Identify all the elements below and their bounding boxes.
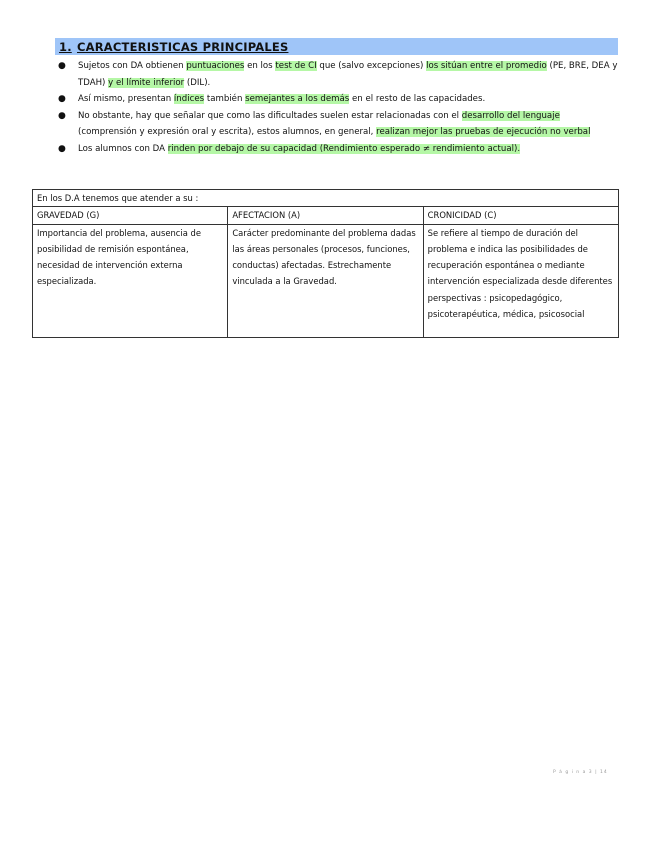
bullet-item	[56, 58, 618, 91]
highlighted-text: puntuaciones	[186, 61, 245, 71]
cell-cronicidad: Se refiere al tiempo de duración del problema e indica las posibilidades de recuperación espontánea o mediante intervención especializada desde diferentes perspectivas : psicopedagógico, psicoterapéutica, médica, psicosocial	[423, 224, 618, 337]
highlighted-text: rinden por debajo de su capacidad (Rendimiento esperado ≠ rendimiento actual).	[167, 143, 521, 154]
highlighted-text: realizan mejor las pruebas de ejecución no verbal	[376, 127, 591, 137]
highlighted-text: índices	[173, 94, 205, 104]
header-gravedad: GRAVEDAD (G)	[33, 207, 228, 224]
bullet-icon: ●	[58, 110, 66, 121]
highlighted-text: los sitúan entre el promedio	[426, 61, 547, 71]
cell-gravedad: Importancia del problema, ausencia de posibilidad de remisión espontánea, necesidad de intervención externa especializada.	[33, 224, 228, 337]
header-cronicidad: CRONICIDAD (C)	[423, 207, 618, 224]
bullet-text	[78, 111, 590, 138]
bullet-item	[56, 91, 618, 108]
bullet-text-segment: también	[204, 94, 246, 104]
bullet-item	[56, 108, 618, 141]
bullet-text	[78, 144, 520, 154]
bullet-text-segment: (PE, BRE, DEA y TDAH)	[78, 61, 618, 88]
bullet-text-segment: que (salvo excepciones)	[316, 61, 427, 71]
criteria-table	[32, 189, 619, 338]
header-afectacion: AFECTACION (A)	[228, 207, 423, 224]
section-heading	[55, 38, 618, 55]
bullet-text-segment: en los	[244, 61, 276, 71]
bullet-text	[78, 61, 617, 88]
bullet-text-segment: Los alumnos con DA	[78, 143, 168, 154]
page-number: P á g i n a 3 | 14	[553, 770, 608, 775]
table-row	[33, 224, 619, 337]
highlighted-text: semejantes a los demás	[245, 94, 350, 104]
highlighted-text: test de CI	[275, 61, 317, 71]
bullet-text-segment: Sujetos con DA obtienen	[78, 61, 187, 71]
table-caption: En los D.A tenemos que atender a su :	[33, 190, 619, 207]
bullet-text	[78, 94, 485, 104]
bullet-text-segment: No obstante, hay que señalar que como las dificultades suelen estar relacionadas con el	[78, 110, 462, 121]
bullet-text-segment: Así mismo, presentan	[78, 94, 174, 104]
bullet-text-segment: en el resto de las capacidades.	[349, 94, 486, 104]
bullet-text-segment: (comprensión y expresión oral y escrita), estos alumnos, en general,	[78, 127, 377, 137]
bullet-icon: ●	[58, 61, 66, 71]
bullet-item	[56, 141, 618, 158]
bullet-text-segment: (DIL).	[184, 77, 211, 88]
table-header-row	[33, 207, 619, 224]
highlighted-text: desarrollo del lenguaje	[461, 110, 560, 121]
highlighted-text: y el límite inferior	[108, 77, 185, 88]
bullet-list	[56, 58, 618, 157]
cell-afectacion: Carácter predominante del problema dadas las áreas personales (procesos, funciones, conductas) afectadas. Estrechamente vinculada a la Gravedad.	[228, 224, 423, 337]
section-number: 1.	[59, 39, 72, 54]
section-title: CARACTERISTICAS PRINCIPALES	[77, 39, 289, 54]
bullet-icon: ●	[58, 143, 66, 154]
bullet-icon: ●	[58, 94, 66, 104]
